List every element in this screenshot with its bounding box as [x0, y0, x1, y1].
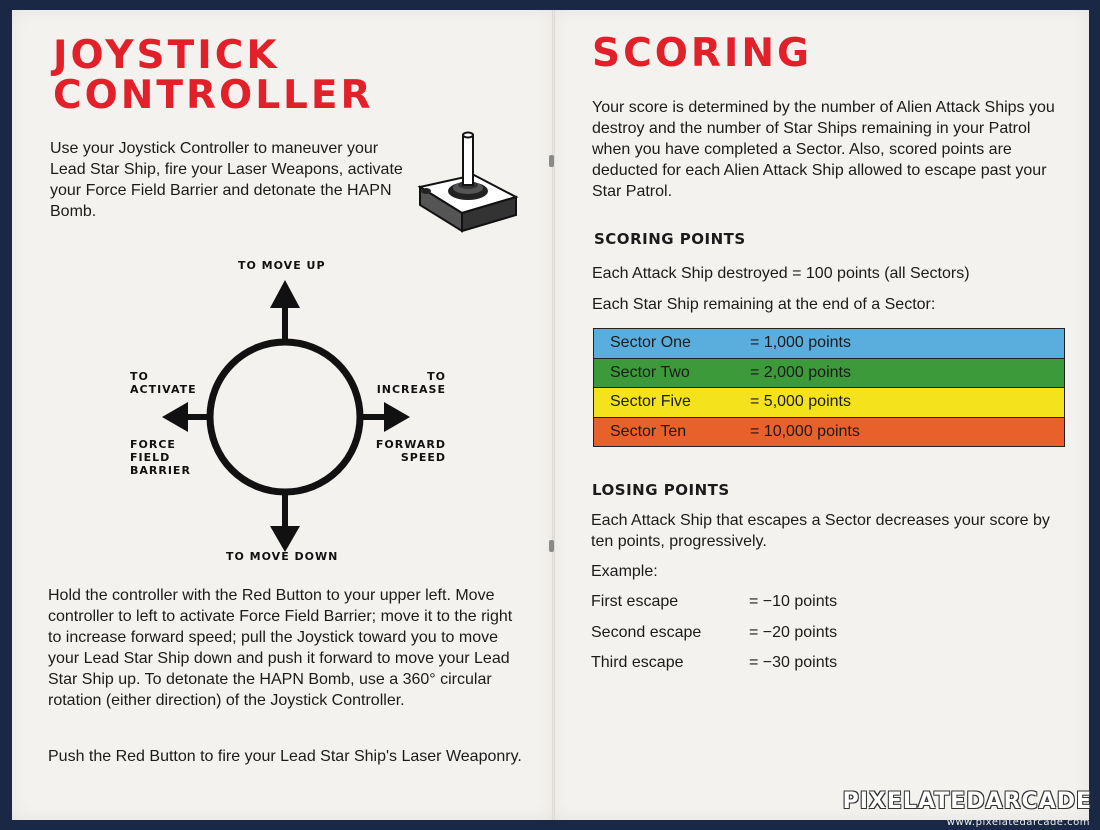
sector-row — [594, 388, 1064, 418]
label-line: FIELD — [130, 451, 171, 464]
example-name: First escape — [591, 593, 679, 610]
sector-points: = 10,000 points — [750, 422, 860, 440]
label-line: FORWARD — [375, 438, 446, 451]
page-title-joystick — [53, 33, 374, 118]
example-value: = −10 points — [749, 593, 838, 610]
label-line: TO — [130, 370, 149, 383]
title-line: CONTROLLER — [53, 73, 374, 118]
label-activate — [130, 370, 197, 396]
example-name: Third escape — [591, 654, 684, 671]
direction-diagram — [150, 270, 430, 560]
label-line: BARRIER — [130, 464, 191, 477]
arrow-right-icon — [360, 402, 410, 432]
attack-ship-points: Each Attack Ship destroyed = 100 points (all Sectors) — [592, 265, 970, 282]
arrow-left-icon — [162, 402, 212, 432]
arrow-down-icon — [270, 492, 300, 552]
staple — [549, 155, 554, 167]
label-line: FORCE — [130, 438, 176, 451]
arrow-up-icon — [270, 280, 300, 342]
sector-name: Sector Five — [610, 393, 691, 411]
staple — [549, 540, 554, 552]
label-increase — [364, 370, 446, 396]
example-value: = −20 points — [749, 624, 838, 641]
joystick-intro: Use your Joystick Controller to maneuver your Lead Star Ship, fire your Laser Weapons, activate your Force Field Barrier and detonate the HAPN Bomb. — [50, 140, 403, 220]
joystick-circle — [210, 342, 360, 492]
sector-row — [594, 359, 1064, 389]
label-line: TO — [427, 370, 446, 383]
label-move-down: TO MOVE DOWN — [226, 550, 339, 563]
example-label: Example: — [591, 563, 658, 580]
joystick-controller-icon — [412, 125, 522, 237]
watermark-brand: PIXELATEDARCADE — [842, 789, 1092, 814]
sector-points-table — [593, 328, 1065, 447]
label-move-up: TO MOVE UP — [238, 259, 326, 272]
example-value: = −30 points — [749, 654, 838, 671]
page-title-scoring: SCORING — [592, 31, 813, 76]
joystick-instructions: Hold the controller with the Red Button to your upper left. Move controller to left to activate Force Field Barrier; move it to the right to increase forward speed; pull the Joystick toward you to move your Lead Star Ship down and push it forward to move your Lead Star Ship up. To detonate the HAPN Bomb, use a 360° circular rotation (either direction) of the Joystick Controller. — [48, 587, 513, 709]
label-line: ACTIVATE — [130, 383, 197, 396]
example-name: Second escape — [591, 624, 702, 641]
losing-points-text: Each Attack Ship that escapes a Sector decreases your score by ten points, progressively. — [591, 512, 1050, 550]
label-forward-speed — [354, 438, 446, 464]
sector-points: = 5,000 points — [750, 393, 851, 411]
watermark-url: www.pixelatedarcade.com — [946, 817, 1090, 828]
losing-points-heading: LOSING POINTS — [592, 481, 730, 499]
sector-points: = 2,000 points — [750, 363, 851, 381]
fire-instructions: Push the Red Button to fire your Lead Star Ship's Laser Weaponry. — [48, 748, 522, 765]
sector-name: Sector Ten — [610, 422, 687, 440]
label-force-field-barrier — [130, 438, 191, 477]
title-line: JOYSTICK — [53, 33, 280, 78]
sector-row — [594, 418, 1064, 447]
sector-name: Sector Two — [610, 363, 690, 381]
label-line: SPEED — [400, 451, 446, 464]
sector-name: Sector One — [610, 334, 691, 352]
spine — [552, 10, 555, 820]
star-ship-points: Each Star Ship remaining at the end of a Sector: — [592, 296, 936, 313]
label-line: INCREASE — [376, 383, 446, 396]
sector-points: = 1,000 points — [750, 334, 851, 352]
scoring-intro: Your score is determined by the number of Alien Attack Ships you destroy and the number of Star Ships remaining in your Patrol when you have completed a Sector. Also, scored points are deducted for each Alien Attack Ship allowed to escape past your Star Patrol. — [592, 99, 1055, 200]
sector-row — [594, 329, 1064, 359]
scoring-points-heading: SCORING POINTS — [594, 230, 746, 248]
